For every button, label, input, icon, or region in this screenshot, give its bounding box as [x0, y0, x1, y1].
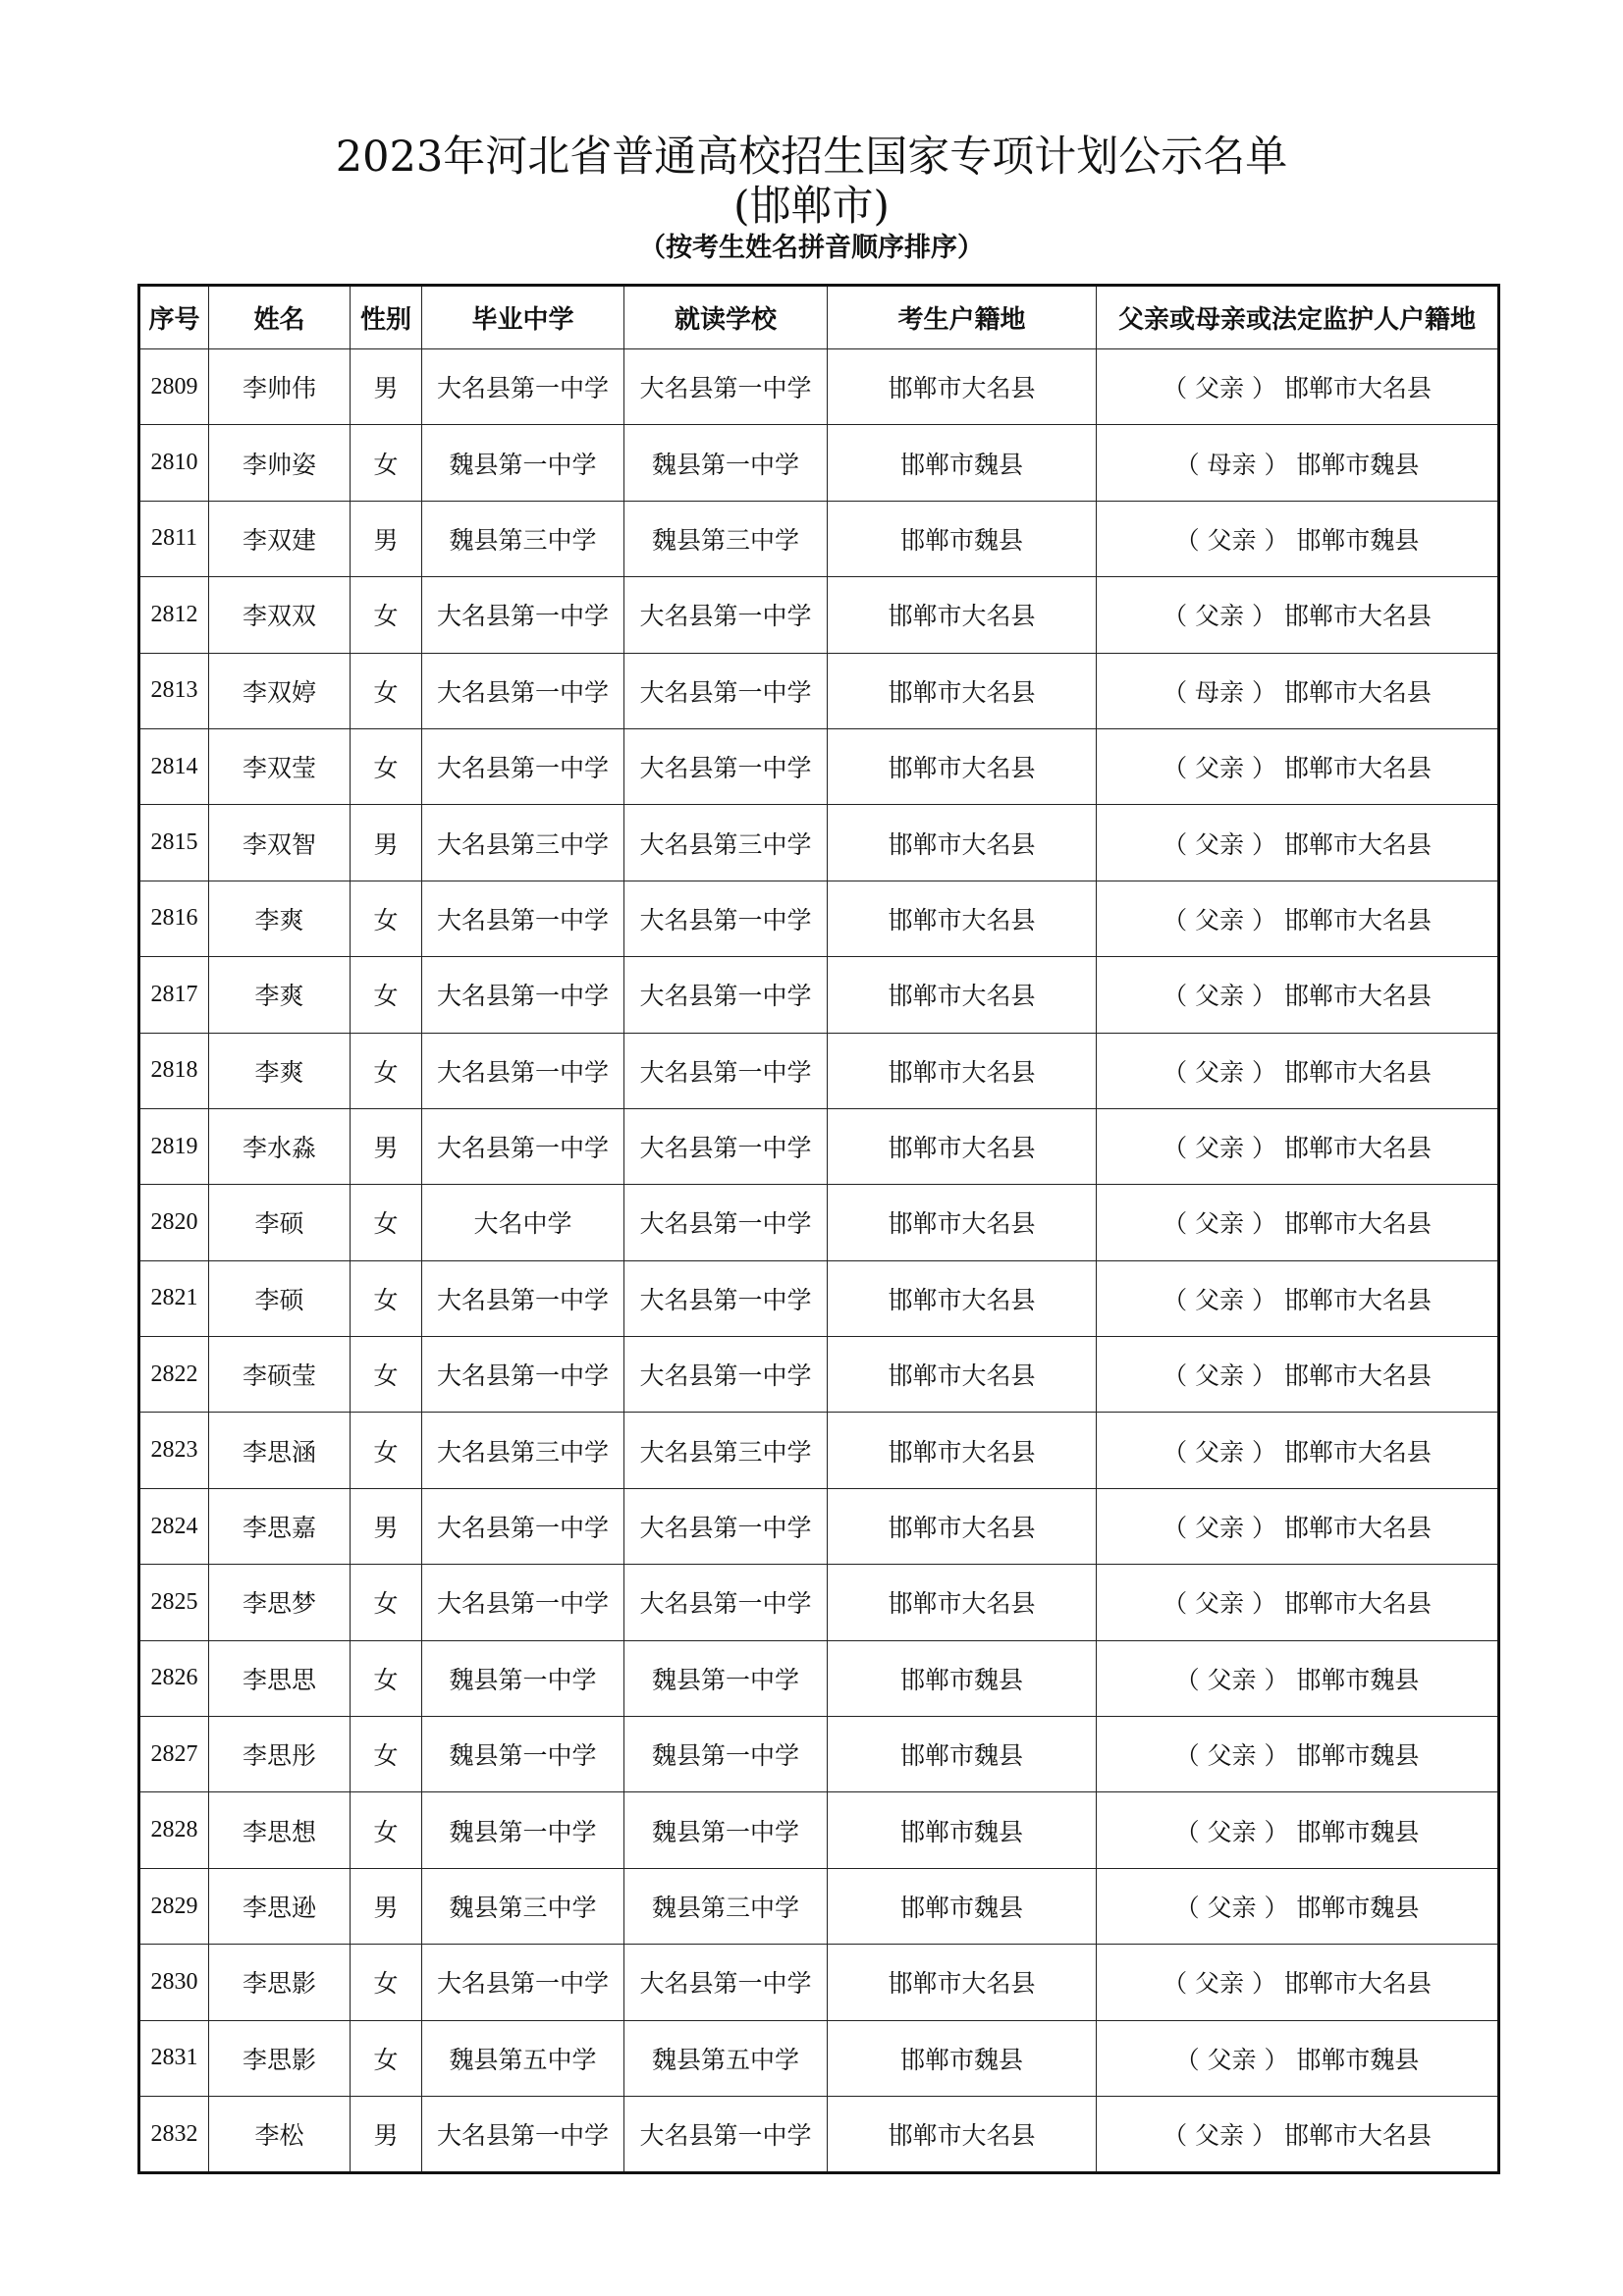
cell-guardian-registration: （ 父亲 ） 邯郸市魏县 — [1097, 501, 1499, 576]
cell-guardian-registration: （ 父亲 ） 邯郸市魏县 — [1097, 2020, 1499, 2096]
table-row — [139, 501, 1499, 576]
cell-guardian-registration: （ 父亲 ） 邯郸市大名县 — [1097, 957, 1499, 1033]
cell-gender: 女 — [351, 2020, 422, 2096]
cell-household-registration: 邯郸市大名县 — [828, 1260, 1097, 1336]
cell-name: 李硕 — [209, 1260, 351, 1336]
cell-index: 2809 — [139, 349, 209, 425]
cell-graduated-school: 大名中学 — [422, 1185, 624, 1260]
cell-guardian-registration: （ 父亲 ） 邯郸市大名县 — [1097, 349, 1499, 425]
cell-name: 李思涵 — [209, 1413, 351, 1488]
cell-index: 2815 — [139, 805, 209, 881]
cell-current-school: 魏县第一中学 — [624, 1717, 828, 1792]
cell-household-registration: 邯郸市大名县 — [828, 1945, 1097, 2020]
table-row — [139, 1337, 1499, 1413]
page-subtitle-city: (邯郸市) — [733, 182, 890, 230]
cell-guardian-registration: （ 父亲 ） 邯郸市魏县 — [1097, 1792, 1499, 1868]
cell-current-school: 大名县第一中学 — [624, 957, 828, 1033]
cell-index: 2828 — [139, 1792, 209, 1868]
table-row — [139, 1413, 1499, 1488]
cell-index: 2811 — [139, 501, 209, 576]
cell-gender: 男 — [351, 1108, 422, 1184]
table-row — [139, 1488, 1499, 1564]
cell-current-school: 大名县第一中学 — [624, 1185, 828, 1260]
cell-index: 2812 — [139, 577, 209, 653]
cell-name: 李硕莹 — [209, 1337, 351, 1413]
table-row — [139, 349, 1499, 425]
cell-index: 2819 — [139, 1108, 209, 1184]
cell-name: 李双婷 — [209, 653, 351, 728]
cell-gender: 女 — [351, 1565, 422, 1640]
table-row — [139, 1565, 1499, 1640]
cell-household-registration: 邯郸市大名县 — [828, 1108, 1097, 1184]
cell-graduated-school: 大名县第一中学 — [422, 1565, 624, 1640]
cell-household-registration: 邯郸市大名县 — [828, 728, 1097, 804]
table-row — [139, 805, 1499, 881]
cell-household-registration: 邯郸市大名县 — [828, 1413, 1097, 1488]
cell-household-registration: 邯郸市魏县 — [828, 1640, 1097, 1716]
cell-guardian-registration: （ 父亲 ） 邯郸市大名县 — [1097, 881, 1499, 956]
cell-current-school: 大名县第一中学 — [624, 1033, 828, 1108]
cell-current-school: 大名县第一中学 — [624, 728, 828, 804]
cell-name: 李思彤 — [209, 1717, 351, 1792]
cell-gender: 男 — [351, 349, 422, 425]
cell-index: 2814 — [139, 728, 209, 804]
cell-name: 李爽 — [209, 957, 351, 1033]
table-row — [139, 425, 1499, 501]
cell-current-school: 大名县第一中学 — [624, 1488, 828, 1564]
cell-guardian-registration: （ 父亲 ） 邯郸市大名县 — [1097, 1108, 1499, 1184]
header-gender: 性别 — [351, 286, 422, 349]
cell-guardian-registration: （ 父亲 ） 邯郸市大名县 — [1097, 1488, 1499, 1564]
cell-guardian-registration: （ 父亲 ） 邯郸市大名县 — [1097, 1337, 1499, 1413]
cell-graduated-school: 魏县第三中学 — [422, 501, 624, 576]
cell-guardian-registration: （ 母亲 ） 邯郸市大名县 — [1097, 653, 1499, 728]
cell-name: 李思影 — [209, 2020, 351, 2096]
cell-household-registration: 邯郸市大名县 — [828, 1033, 1097, 1108]
header-household-registration: 考生户籍地 — [828, 286, 1097, 349]
cell-household-registration: 邯郸市大名县 — [828, 1488, 1097, 1564]
cell-current-school: 魏县第五中学 — [624, 2020, 828, 2096]
cell-household-registration: 邯郸市魏县 — [828, 1717, 1097, 1792]
table-row — [139, 577, 1499, 653]
cell-index: 2829 — [139, 1868, 209, 1944]
cell-gender: 女 — [351, 1413, 422, 1488]
header-index: 序号 — [139, 286, 209, 349]
cell-guardian-registration: （ 父亲 ） 邯郸市大名县 — [1097, 805, 1499, 881]
cell-graduated-school: 大名县第一中学 — [422, 1337, 624, 1413]
table-row — [139, 1640, 1499, 1716]
cell-household-registration: 邯郸市大名县 — [828, 1185, 1097, 1260]
cell-household-registration: 邯郸市大名县 — [828, 957, 1097, 1033]
header-guardian-registration: 父亲或母亲或法定监护人户籍地 — [1097, 286, 1499, 349]
cell-guardian-registration: （ 母亲 ） 邯郸市魏县 — [1097, 425, 1499, 501]
table-header-row — [139, 286, 1499, 349]
cell-graduated-school: 魏县第一中学 — [422, 1792, 624, 1868]
cell-current-school: 大名县第一中学 — [624, 1945, 828, 2020]
table-row — [139, 728, 1499, 804]
cell-gender: 男 — [351, 2096, 422, 2172]
cell-current-school: 魏县第三中学 — [624, 1868, 828, 1944]
cell-current-school: 大名县第一中学 — [624, 1108, 828, 1184]
cell-gender: 女 — [351, 728, 422, 804]
cell-graduated-school: 魏县第一中学 — [422, 1640, 624, 1716]
cell-graduated-school: 魏县第三中学 — [422, 1868, 624, 1944]
cell-household-registration: 邯郸市大名县 — [828, 577, 1097, 653]
cell-name: 李思嘉 — [209, 1488, 351, 1564]
cell-index: 2817 — [139, 957, 209, 1033]
cell-name: 李双莹 — [209, 728, 351, 804]
cell-guardian-registration: （ 父亲 ） 邯郸市大名县 — [1097, 728, 1499, 804]
cell-current-school: 大名县第一中学 — [624, 577, 828, 653]
cell-current-school: 大名县第三中学 — [624, 805, 828, 881]
cell-household-registration: 邯郸市魏县 — [828, 2020, 1097, 2096]
cell-name: 李双双 — [209, 577, 351, 653]
cell-guardian-registration: （ 父亲 ） 邯郸市大名县 — [1097, 2096, 1499, 2172]
cell-current-school: 大名县第一中学 — [624, 1337, 828, 1413]
cell-index: 2820 — [139, 1185, 209, 1260]
cell-index: 2822 — [139, 1337, 209, 1413]
cell-name: 李思梦 — [209, 1565, 351, 1640]
cell-household-registration: 邯郸市大名县 — [828, 653, 1097, 728]
cell-graduated-school: 大名县第一中学 — [422, 349, 624, 425]
cell-name: 李松 — [209, 2096, 351, 2172]
cell-current-school: 大名县第三中学 — [624, 1413, 828, 1488]
cell-graduated-school: 大名县第一中学 — [422, 2096, 624, 2172]
cell-household-registration: 邯郸市大名县 — [828, 1337, 1097, 1413]
cell-name: 李思思 — [209, 1640, 351, 1716]
cell-name: 李硕 — [209, 1185, 351, 1260]
page-title: 2023年河北省普通高校招生国家专项计划公示名单 — [335, 133, 1288, 182]
cell-index: 2832 — [139, 2096, 209, 2172]
cell-graduated-school: 大名县第一中学 — [422, 1260, 624, 1336]
cell-current-school: 大名县第一中学 — [624, 1565, 828, 1640]
table-row — [139, 1717, 1499, 1792]
cell-index: 2830 — [139, 1945, 209, 2020]
cell-graduated-school: 大名县第一中学 — [422, 1033, 624, 1108]
cell-gender: 男 — [351, 805, 422, 881]
cell-graduated-school: 魏县第一中学 — [422, 425, 624, 501]
cell-household-registration: 邯郸市大名县 — [828, 805, 1097, 881]
cell-gender: 女 — [351, 1260, 422, 1336]
table-row — [139, 1868, 1499, 1944]
cell-name: 李帅姿 — [209, 425, 351, 501]
cell-name: 李双建 — [209, 501, 351, 576]
header-current-school: 就读学校 — [624, 286, 828, 349]
cell-household-registration: 邯郸市大名县 — [828, 1565, 1097, 1640]
cell-household-registration: 邯郸市魏县 — [828, 425, 1097, 501]
cell-gender: 男 — [351, 501, 422, 576]
table-row — [139, 1792, 1499, 1868]
cell-current-school: 大名县第一中学 — [624, 349, 828, 425]
cell-gender: 女 — [351, 1792, 422, 1868]
cell-graduated-school: 大名县第一中学 — [422, 653, 624, 728]
cell-guardian-registration: （ 父亲 ） 邯郸市魏县 — [1097, 1640, 1499, 1716]
table-row — [139, 1185, 1499, 1260]
cell-index: 2813 — [139, 653, 209, 728]
cell-index: 2810 — [139, 425, 209, 501]
cell-gender: 男 — [351, 1488, 422, 1564]
cell-graduated-school: 大名县第一中学 — [422, 728, 624, 804]
cell-gender: 女 — [351, 653, 422, 728]
cell-gender: 女 — [351, 577, 422, 653]
cell-graduated-school: 大名县第一中学 — [422, 1945, 624, 2020]
cell-name: 李思想 — [209, 1792, 351, 1868]
cell-current-school: 魏县第一中学 — [624, 1792, 828, 1868]
cell-guardian-registration: （ 父亲 ） 邯郸市魏县 — [1097, 1717, 1499, 1792]
cell-gender: 女 — [351, 1185, 422, 1260]
cell-guardian-registration: （ 父亲 ） 邯郸市大名县 — [1097, 577, 1499, 653]
table-row — [139, 1260, 1499, 1336]
cell-index: 2818 — [139, 1033, 209, 1108]
cell-gender: 女 — [351, 1945, 422, 2020]
cell-name: 李爽 — [209, 1033, 351, 1108]
cell-guardian-registration: （ 父亲 ） 邯郸市大名县 — [1097, 1565, 1499, 1640]
cell-gender: 女 — [351, 957, 422, 1033]
table-row — [139, 1945, 1499, 2020]
cell-household-registration: 邯郸市大名县 — [828, 349, 1097, 425]
cell-name: 李思影 — [209, 1945, 351, 2020]
cell-index: 2827 — [139, 1717, 209, 1792]
cell-graduated-school: 魏县第一中学 — [422, 1717, 624, 1792]
cell-current-school: 魏县第一中学 — [624, 425, 828, 501]
cell-name: 李双智 — [209, 805, 351, 881]
cell-index: 2825 — [139, 1565, 209, 1640]
cell-guardian-registration: （ 父亲 ） 邯郸市大名县 — [1097, 1185, 1499, 1260]
cell-graduated-school: 大名县第三中学 — [422, 805, 624, 881]
cell-gender: 男 — [351, 1868, 422, 1944]
cell-guardian-registration: （ 父亲 ） 邯郸市大名县 — [1097, 1413, 1499, 1488]
cell-gender: 女 — [351, 881, 422, 956]
cell-household-registration: 邯郸市大名县 — [828, 2096, 1097, 2172]
cell-index: 2823 — [139, 1413, 209, 1488]
table-row — [139, 1033, 1499, 1108]
cell-index: 2826 — [139, 1640, 209, 1716]
cell-guardian-registration: （ 父亲 ） 邯郸市大名县 — [1097, 1260, 1499, 1336]
cell-name: 李帅伟 — [209, 349, 351, 425]
cell-gender: 女 — [351, 1337, 422, 1413]
cell-graduated-school: 魏县第五中学 — [422, 2020, 624, 2096]
table-row — [139, 653, 1499, 728]
table-row — [139, 2096, 1499, 2172]
cell-graduated-school: 大名县第一中学 — [422, 881, 624, 956]
cell-graduated-school: 大名县第一中学 — [422, 957, 624, 1033]
cell-graduated-school: 大名县第三中学 — [422, 1413, 624, 1488]
cell-name: 李爽 — [209, 881, 351, 956]
cell-index: 2831 — [139, 2020, 209, 2096]
table-row — [139, 881, 1499, 956]
cell-household-registration: 邯郸市魏县 — [828, 501, 1097, 576]
cell-current-school: 大名县第一中学 — [624, 1260, 828, 1336]
cell-household-registration: 邯郸市魏县 — [828, 1792, 1097, 1868]
cell-guardian-registration: （ 父亲 ） 邯郸市魏县 — [1097, 1868, 1499, 1944]
sort-note: （按考生姓名拼音顺序排序） — [639, 233, 984, 263]
header-name: 姓名 — [209, 286, 351, 349]
header-graduated-school: 毕业中学 — [422, 286, 624, 349]
cell-index: 2816 — [139, 881, 209, 956]
cell-household-registration: 邯郸市大名县 — [828, 881, 1097, 956]
roster-table — [137, 284, 1500, 2174]
cell-guardian-registration: （ 父亲 ） 邯郸市大名县 — [1097, 1033, 1499, 1108]
cell-gender: 女 — [351, 1640, 422, 1716]
cell-index: 2824 — [139, 1488, 209, 1564]
cell-graduated-school: 大名县第一中学 — [422, 1108, 624, 1184]
cell-name: 李水淼 — [209, 1108, 351, 1184]
cell-gender: 女 — [351, 425, 422, 501]
cell-gender: 女 — [351, 1717, 422, 1792]
table-row — [139, 2020, 1499, 2096]
table-body — [139, 349, 1499, 2173]
cell-current-school: 魏县第一中学 — [624, 1640, 828, 1716]
cell-household-registration: 邯郸市魏县 — [828, 1868, 1097, 1944]
cell-current-school: 大名县第一中学 — [624, 881, 828, 956]
table-row — [139, 957, 1499, 1033]
cell-current-school: 魏县第三中学 — [624, 501, 828, 576]
cell-index: 2821 — [139, 1260, 209, 1336]
table-row — [139, 1108, 1499, 1184]
cell-guardian-registration: （ 父亲 ） 邯郸市大名县 — [1097, 1945, 1499, 2020]
cell-current-school: 大名县第一中学 — [624, 653, 828, 728]
cell-name: 李思逊 — [209, 1868, 351, 1944]
cell-graduated-school: 大名县第一中学 — [422, 577, 624, 653]
cell-graduated-school: 大名县第一中学 — [422, 1488, 624, 1564]
cell-current-school: 大名县第一中学 — [624, 2096, 828, 2172]
cell-gender: 女 — [351, 1033, 422, 1108]
